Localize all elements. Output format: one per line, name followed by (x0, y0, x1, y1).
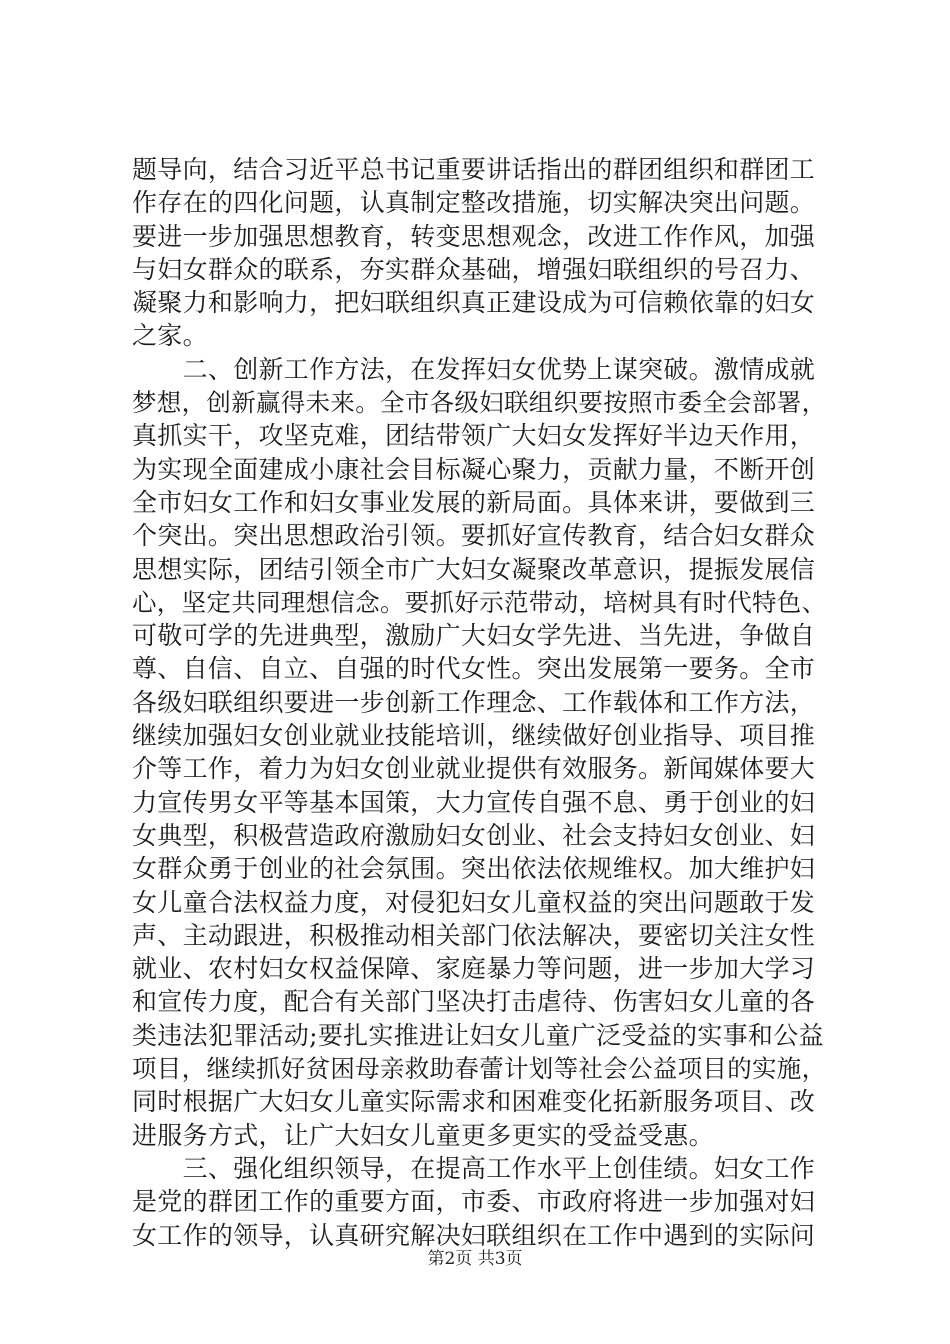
text-line: 各级妇联组织要进一步创新工作理念、工作载体和工作方法， (132, 687, 816, 717)
text-line: 声、主动跟进，积极推动相关部门依法解决，要密切关注女性 (132, 920, 816, 950)
text-line: 思想实际，团结引领全市广大妇女凝聚改革意识，提振发展信 (132, 554, 816, 584)
text-line: 同时根据广大妇女儿童实际需求和困难变化拓新服务项目、改 (132, 1087, 816, 1117)
text-line: 进服务方式，让广大妇女儿童更多更实的受益受惠。 (132, 1120, 714, 1150)
text-line: 要进一步加强思想教育，转变思想观念，改进工作作风，加强 (132, 221, 816, 251)
text-line: 题导向，结合习近平总书记重要讲话指出的群团组织和群团工 (132, 155, 816, 184)
text-line: 继续加强妇女创业就业技能培训，继续做好创业指导、项目推 (132, 721, 816, 751)
text-line: 作存在的四化问题，认真制定整改措施，切实解决突出问题。 (132, 188, 816, 218)
text-line: 类违法犯罪活动;要扎实推进让妇女儿童广泛受益的实事和公益 (132, 1020, 824, 1050)
text-line: 女儿童合法权益力度，对侵犯妇女儿童权益的突出问题敢于发 (132, 887, 816, 917)
text-line: 尊、自信、自立、自强的时代女性。突出发展第一要务。全市 (132, 654, 816, 684)
text-line: 可敬可学的先进典型，激励广大妇女学先进、当先进，争做自 (132, 621, 816, 651)
text-line: 全市妇女工作和妇女事业发展的新局面。具体来讲，要做到三 (132, 487, 816, 517)
text-line: 项目，继续抓好贫困母亲救助春蕾计划等社会公益项目的实施， (132, 1054, 827, 1084)
text-line: 真抓实干，攻坚克难，团结带领广大妇女发挥好半边天作用， (132, 421, 816, 451)
body-text (132, 153, 837, 1252)
text-line: 力宣传男女平等基本国策，大力宣传自强不息、勇于创业的妇 (132, 787, 816, 817)
text-line: 为实现全面建成小康社会目标凝心聚力，贡献力量，不断开创 (132, 454, 816, 484)
text-line: 就业、农村妇女权益保障、家庭暴力等问题，进一步加大学习 (132, 954, 816, 984)
text-line: 梦想，创新赢得未来。全市各级妇联组织要按照市委全会部署， (132, 388, 827, 418)
text-line: 二、创新工作方法，在发挥妇女优势上谋突破。激情成就 (132, 354, 816, 384)
text-line: 女群众勇于创业的社会氛围。突出依法依规维权。加大维护妇 (132, 854, 816, 884)
text-line: 之家。 (132, 321, 208, 351)
text-line: 心，坚定共同理想信念。要抓好示范带动，培树具有时代特色、 (132, 587, 827, 617)
text-line: 个突出。突出思想政治引领。要抓好宣传教育，结合妇女群众 (132, 521, 816, 551)
text-line: 是党的群团工作的重要方面，市委、市政府将进一步加强对妇 (132, 1187, 816, 1217)
text-line: 凝聚力和影响力，把妇联组织真正建设成为可信赖依靠的妇女 (132, 288, 816, 318)
text-line: 介等工作，着力为妇女创业就业提供有效服务。新闻媒体要大 (132, 754, 816, 784)
page-footer: 第2页 共3页 (427, 1249, 523, 1269)
text-line: 与妇女群众的联系，夯实群众基础，增强妇联组织的号召力、 (132, 254, 816, 284)
text-line: 女典型，积极营造政府激励妇女创业、社会支持妇女创业、妇 (132, 820, 816, 850)
text-line: 和宣传力度，配合有关部门坚决打击虐待、伤害妇女儿童的各 (132, 987, 816, 1017)
text-line: 三、强化组织领导，在提高工作水平上创佳绩。妇女工作 (132, 1153, 816, 1183)
text-line: 女工作的领导，认真研究解决妇联组织在工作中遇到的实际问 (132, 1220, 816, 1250)
